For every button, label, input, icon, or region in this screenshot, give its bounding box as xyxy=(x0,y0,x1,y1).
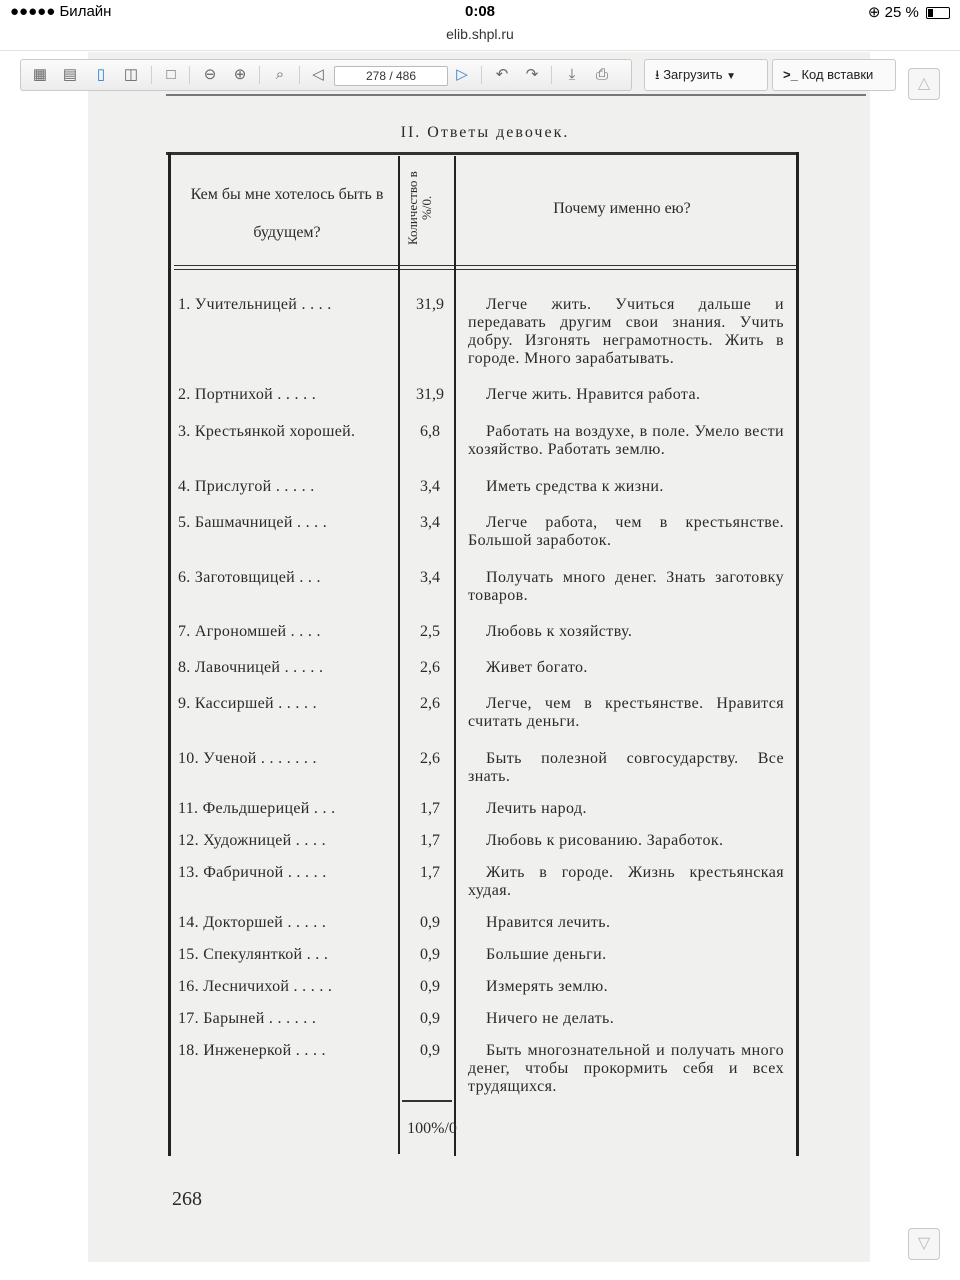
reason-text: Легче работа, чем в крестьянстве. Большой заработок. xyxy=(468,514,784,549)
single-page-icon[interactable]: ▯ xyxy=(96,66,106,83)
percent-value: 2,5 xyxy=(420,623,440,640)
occupation-label: 6. Заготовщицей . . . xyxy=(178,569,321,586)
reason-text: Иметь средства к жизни. xyxy=(486,478,664,495)
reason-text: Живет богато. xyxy=(486,659,588,676)
occupation-label: 15. Спекулянткой . . . xyxy=(178,946,329,963)
reason-text: Легче жить. Учиться дальше и передавать другим свои знания. Учить добру. Изгонять неграмотность. Жить в городе. Много зарабатывать. xyxy=(468,296,784,367)
occupation-label: 12. Художницей . . . . xyxy=(178,832,326,849)
percent-value: 1,7 xyxy=(420,800,440,817)
percent-value: 1,7 xyxy=(420,864,440,881)
percent-value: 0,9 xyxy=(420,946,440,963)
page-number: 268 xyxy=(172,1188,202,1210)
print-icon[interactable]: ⎙ xyxy=(595,66,608,83)
reason-text: Большие деньги. xyxy=(486,946,607,963)
percent-value: 0,9 xyxy=(420,914,440,931)
table-left-border xyxy=(168,152,171,1156)
reason-text: Любовь к рисованию. Заработок. xyxy=(486,832,724,849)
total-value: 100%/0 xyxy=(407,1120,457,1137)
clock: 0:08 xyxy=(464,3,496,20)
occupation-label: 5. Башмачницей . . . . xyxy=(178,514,328,531)
header-why: Почему именно ею? xyxy=(553,200,691,217)
film-view-icon[interactable]: ▤ xyxy=(62,66,78,83)
percent-value: 2,6 xyxy=(420,659,440,676)
occupation-label: 16. Лесничихой . . . . . xyxy=(178,978,333,995)
battery-percent: 25 % xyxy=(884,4,919,21)
zoom-in-icon[interactable]: ⊕ xyxy=(233,66,247,83)
save-icon[interactable]: ⤓ xyxy=(568,66,576,83)
occupation-label: 17. Барыней . . . . . . xyxy=(178,1010,317,1027)
total-rule xyxy=(402,1100,452,1102)
percent-value: 0,9 xyxy=(420,978,440,995)
triangle-down-icon: ▽ xyxy=(917,1235,931,1252)
orientation-lock-icon: ⊕ xyxy=(867,4,881,21)
two-page-icon[interactable]: ◫ xyxy=(123,66,139,83)
scroll-down-button[interactable] xyxy=(908,1228,940,1260)
carrier-label: ●●●●● Билайн xyxy=(10,3,112,20)
occupation-label: 2. Портнихой . . . . . xyxy=(178,386,317,403)
reason-text: Любовь к хозяйству. xyxy=(486,623,633,640)
occupation-label: 13. Фабричной . . . . . xyxy=(178,864,327,881)
status-bar xyxy=(0,0,960,24)
occupation-label: 4. Прислугой . . . . . xyxy=(178,478,315,495)
table-right-border xyxy=(796,152,799,1156)
reason-text: Ничего не делать. xyxy=(486,1010,615,1027)
reason-text: Легче жить. Нравится работа. xyxy=(486,386,701,403)
search-icon[interactable]: ⌕ xyxy=(275,66,285,83)
reason-text: Быть многознательной и получать много денег, чтобы прокормить себя и всех трудящихся. xyxy=(468,1042,784,1095)
occupation-label: 3. Крестьянкой хорошей. xyxy=(178,423,356,440)
percent-value: 31,9 xyxy=(416,296,444,313)
header-count: Количество в %/0. xyxy=(405,171,434,245)
battery-icon xyxy=(926,7,950,19)
reason-text: Легче, чем в крестьянстве. Нравится считать деньги. xyxy=(468,695,784,730)
percent-value: 1,7 xyxy=(420,832,440,849)
divider xyxy=(0,50,960,51)
percent-value: 0,9 xyxy=(420,1042,440,1059)
chevron-down-icon: ▼ xyxy=(726,71,737,82)
embed-icon: >_ xyxy=(783,67,798,82)
header-question: Кем бы мне хотелось быть в будущем? xyxy=(190,186,384,241)
triangle-up-icon: △ xyxy=(917,75,931,92)
occupation-label: 18. Инженеркой . . . . xyxy=(178,1042,326,1059)
reason-text: Работать на воздухе, в поле. Умело вести хозяйство. Работать землю. xyxy=(468,423,784,458)
section-title: II. Ответы девочек. xyxy=(400,124,570,141)
embed-label: Код вставки xyxy=(801,67,874,82)
address-bar[interactable]: elib.shpl.ru xyxy=(446,26,514,42)
percent-value: 2,6 xyxy=(420,750,440,767)
zoom-out-icon[interactable]: ⊖ xyxy=(203,66,217,83)
occupation-label: 1. Учительницей . . . . xyxy=(178,296,332,313)
percent-value: 0,9 xyxy=(420,1010,440,1027)
percent-value: 2,6 xyxy=(420,695,440,712)
scroll-up-button[interactable] xyxy=(908,68,940,100)
rotate-right-icon[interactable]: ↷ xyxy=(525,66,539,83)
next-page-icon[interactable]: ▷ xyxy=(456,66,468,83)
percent-value: 3,4 xyxy=(420,514,440,531)
rotate-left-icon[interactable]: ↶ xyxy=(495,66,509,83)
percent-value: 6,8 xyxy=(420,423,440,440)
document-page xyxy=(100,52,870,1262)
occupation-label: 10. Ученой . . . . . . . xyxy=(178,750,317,767)
percent-value: 31,9 xyxy=(416,386,444,403)
occupation-label: 14. Докторшей . . . . . xyxy=(178,914,327,931)
prev-page-icon[interactable]: ◁ xyxy=(312,66,324,83)
occupation-label: 7. Агрономшей . . . . xyxy=(178,623,321,640)
reason-text: Жить в городе. Жизнь крестьянская худая. xyxy=(468,864,784,899)
battery-indicator xyxy=(868,3,950,21)
header-rule xyxy=(174,269,798,270)
occupation-label: 11. Фельдшерицей . . . xyxy=(178,800,336,817)
reason-text: Получать много денег. Знать заготовку товаров. xyxy=(468,569,784,604)
percent-value: 3,4 xyxy=(420,569,440,586)
occupation-label: 9. Кассиршей . . . . . xyxy=(178,695,317,712)
occupation-label: 8. Лавочницей . . . . . xyxy=(178,659,324,676)
grid-view-icon[interactable]: ▦ xyxy=(32,66,48,83)
percent-value: 3,4 xyxy=(420,478,440,495)
reason-text: Измерять землю. xyxy=(486,978,609,995)
fullscreen-icon[interactable]: □ xyxy=(166,66,176,83)
reason-text: Быть полезной совгосударству. Все знать. xyxy=(468,750,784,785)
table-top-rule xyxy=(166,152,798,155)
reason-text: Нравится лечить. xyxy=(486,914,611,931)
header-rule xyxy=(174,265,798,266)
download-label: Загрузить xyxy=(663,67,723,82)
page-top-rule xyxy=(166,94,866,96)
download-icon: ⭳ xyxy=(655,67,660,82)
reason-text: Лечить народ. xyxy=(486,800,587,817)
page-number-input[interactable]: 278 / 486 xyxy=(334,66,448,86)
